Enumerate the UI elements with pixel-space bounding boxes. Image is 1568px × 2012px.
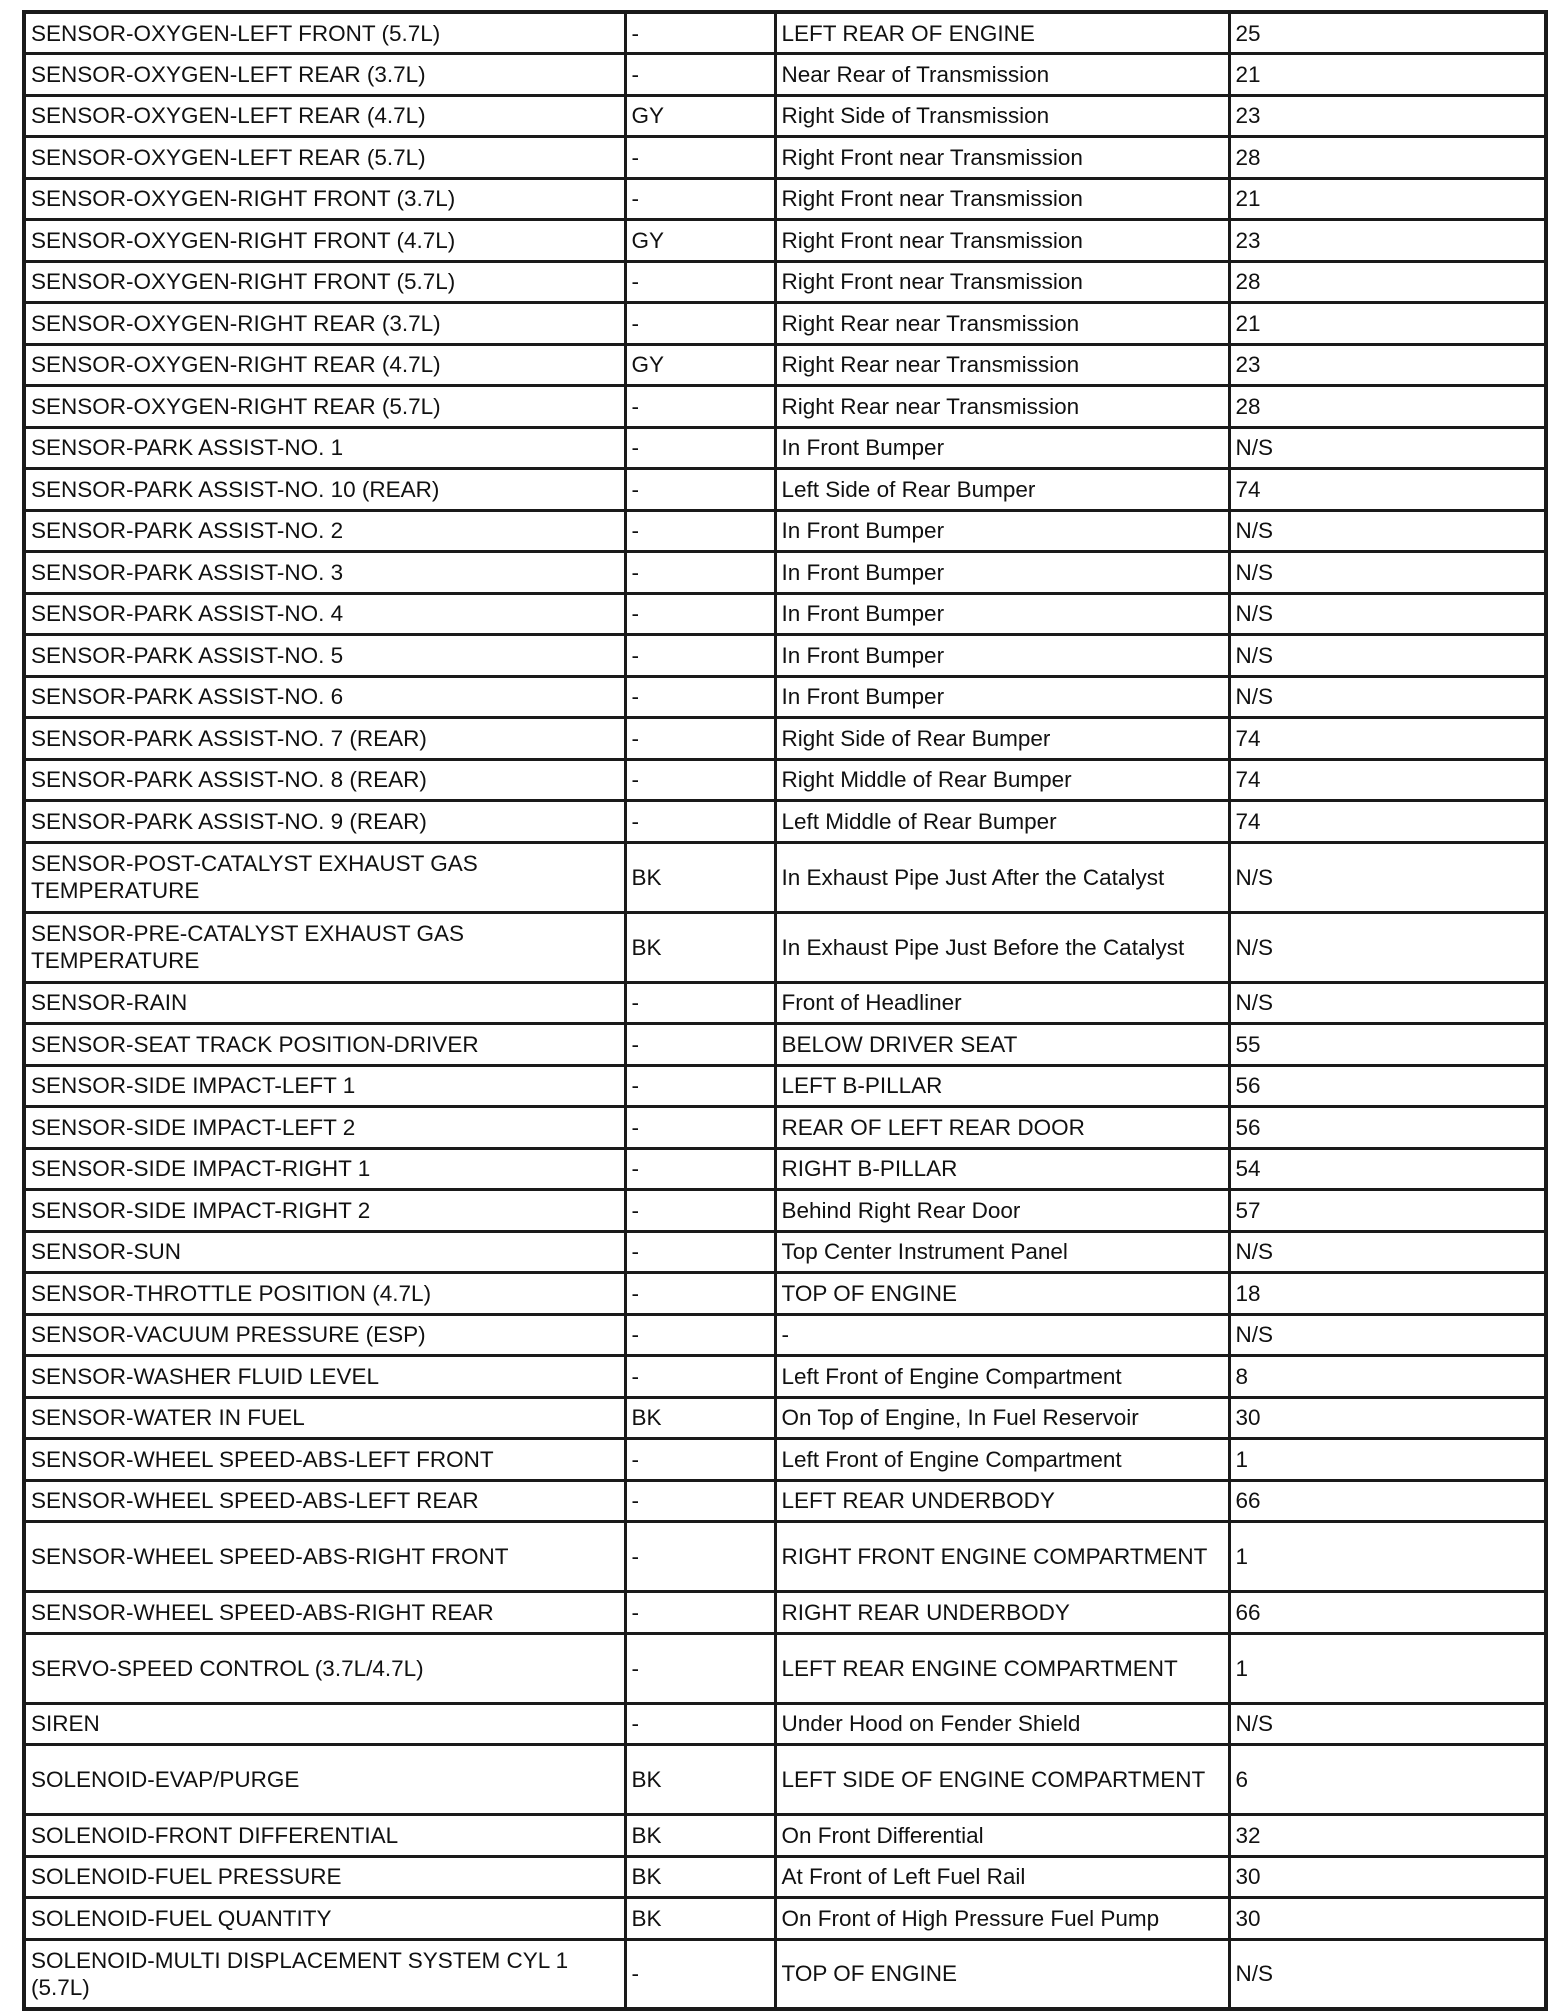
- connector-color-cell: -: [625, 178, 775, 220]
- table-row: [24, 1898, 1546, 1940]
- connector-color-cell: -: [625, 261, 775, 303]
- connector-color-cell: -: [625, 801, 775, 843]
- connector-color-cell: GY: [625, 95, 775, 137]
- figure-number-cell: 54: [1229, 1148, 1546, 1190]
- connector-color-cell: BK: [625, 1397, 775, 1439]
- table-row: [24, 1231, 1546, 1273]
- location-cell: Right Side of Rear Bumper: [775, 718, 1229, 760]
- figure-number-cell: 30: [1229, 1856, 1546, 1898]
- figure-number-cell: N/S: [1229, 1703, 1546, 1745]
- component-cell: SENSOR-PARK ASSIST-NO. 3: [24, 552, 625, 594]
- connector-color-cell: -: [625, 1522, 775, 1592]
- connector-color-cell: -: [625, 1633, 775, 1703]
- table-row: [24, 1592, 1546, 1634]
- location-cell: Right Side of Transmission: [775, 95, 1229, 137]
- table-row: [24, 1148, 1546, 1190]
- table-row: [24, 1480, 1546, 1522]
- location-cell: Left Front of Engine Compartment: [775, 1356, 1229, 1398]
- location-cell: In Front Bumper: [775, 593, 1229, 635]
- location-cell: LEFT REAR OF ENGINE: [775, 12, 1229, 54]
- connector-color-cell: -: [625, 1065, 775, 1107]
- component-cell: SENSOR-PARK ASSIST-NO. 8 (REAR): [24, 759, 625, 801]
- location-cell: LEFT SIDE OF ENGINE COMPARTMENT: [775, 1745, 1229, 1815]
- connector-color-cell: BK: [625, 1898, 775, 1940]
- component-cell: SENSOR-THROTTLE POSITION (4.7L): [24, 1273, 625, 1315]
- connector-color-cell: BK: [625, 842, 775, 912]
- figure-number-cell: 28: [1229, 137, 1546, 179]
- figure-number-cell: 74: [1229, 801, 1546, 843]
- table-row: [24, 344, 1546, 386]
- connector-color-cell: BK: [625, 912, 775, 982]
- location-cell: In Exhaust Pipe Just After the Catalyst: [775, 842, 1229, 912]
- figure-number-cell: 23: [1229, 95, 1546, 137]
- table-row: [24, 1439, 1546, 1481]
- location-cell: In Exhaust Pipe Just Before the Catalyst: [775, 912, 1229, 982]
- connector-color-cell: -: [625, 137, 775, 179]
- figure-number-cell: 23: [1229, 344, 1546, 386]
- table-row: [24, 137, 1546, 179]
- figure-number-cell: 55: [1229, 1024, 1546, 1066]
- location-cell: In Front Bumper: [775, 552, 1229, 594]
- component-cell: SENSOR-SIDE IMPACT-LEFT 2: [24, 1107, 625, 1149]
- figure-number-cell: 66: [1229, 1592, 1546, 1634]
- location-cell: Right Front near Transmission: [775, 261, 1229, 303]
- component-cell: SENSOR-SIDE IMPACT-RIGHT 2: [24, 1190, 625, 1232]
- connector-color-cell: -: [625, 759, 775, 801]
- component-cell: SENSOR-SUN: [24, 1231, 625, 1273]
- connector-color-cell: -: [625, 303, 775, 345]
- component-cell: SENSOR-WASHER FLUID LEVEL: [24, 1356, 625, 1398]
- location-cell: At Front of Left Fuel Rail: [775, 1856, 1229, 1898]
- connector-color-cell: -: [625, 552, 775, 594]
- component-cell: SOLENOID-FRONT DIFFERENTIAL: [24, 1815, 625, 1857]
- connector-color-cell: GY: [625, 220, 775, 262]
- location-cell: RIGHT REAR UNDERBODY: [775, 1592, 1229, 1634]
- component-cell: SOLENOID-FUEL PRESSURE: [24, 1856, 625, 1898]
- connector-color-cell: -: [625, 1480, 775, 1522]
- location-cell: Near Rear of Transmission: [775, 54, 1229, 96]
- location-cell: Right Rear near Transmission: [775, 303, 1229, 345]
- connector-color-cell: -: [625, 1024, 775, 1066]
- component-cell: SENSOR-OXYGEN-LEFT REAR (4.7L): [24, 95, 625, 137]
- component-cell: SENSOR-OXYGEN-LEFT FRONT (5.7L): [24, 12, 625, 54]
- location-cell: RIGHT FRONT ENGINE COMPARTMENT: [775, 1522, 1229, 1592]
- location-cell: LEFT REAR ENGINE COMPARTMENT: [775, 1633, 1229, 1703]
- component-cell: SERVO-SPEED CONTROL (3.7L/4.7L): [24, 1633, 625, 1703]
- location-cell: Under Hood on Fender Shield: [775, 1703, 1229, 1745]
- component-cell: SENSOR-OXYGEN-RIGHT REAR (5.7L): [24, 386, 625, 428]
- table-row: [24, 1703, 1546, 1745]
- figure-number-cell: N/S: [1229, 1314, 1546, 1356]
- figure-number-cell: 21: [1229, 303, 1546, 345]
- table-row: [24, 1939, 1546, 2009]
- connector-color-cell: -: [625, 982, 775, 1024]
- figure-number-cell: 18: [1229, 1273, 1546, 1315]
- table-row: [24, 842, 1546, 912]
- table-body: [24, 12, 1546, 2009]
- location-cell: Right Middle of Rear Bumper: [775, 759, 1229, 801]
- component-cell: SENSOR-OXYGEN-RIGHT FRONT (5.7L): [24, 261, 625, 303]
- figure-number-cell: N/S: [1229, 912, 1546, 982]
- location-cell: LEFT REAR UNDERBODY: [775, 1480, 1229, 1522]
- table-row: [24, 54, 1546, 96]
- table-row: [24, 1314, 1546, 1356]
- table-row: [24, 1065, 1546, 1107]
- connector-color-cell: -: [625, 1356, 775, 1398]
- figure-number-cell: 1: [1229, 1633, 1546, 1703]
- connector-color-cell: -: [625, 1314, 775, 1356]
- component-cell: SENSOR-RAIN: [24, 982, 625, 1024]
- component-cell: SENSOR-OXYGEN-RIGHT REAR (3.7L): [24, 303, 625, 345]
- component-cell: SENSOR-OXYGEN-LEFT REAR (5.7L): [24, 137, 625, 179]
- table-row: [24, 718, 1546, 760]
- figure-number-cell: 21: [1229, 54, 1546, 96]
- figure-number-cell: N/S: [1229, 593, 1546, 635]
- location-cell: Right Front near Transmission: [775, 220, 1229, 262]
- location-cell: Left Middle of Rear Bumper: [775, 801, 1229, 843]
- component-cell: SENSOR-PARK ASSIST-NO. 5: [24, 635, 625, 677]
- figure-number-cell: 28: [1229, 261, 1546, 303]
- component-cell: SENSOR-OXYGEN-RIGHT REAR (4.7L): [24, 344, 625, 386]
- location-cell: Right Front near Transmission: [775, 137, 1229, 179]
- connector-color-cell: -: [625, 1439, 775, 1481]
- table-row: [24, 552, 1546, 594]
- component-cell: SENSOR-PARK ASSIST-NO. 7 (REAR): [24, 718, 625, 760]
- connector-color-cell: BK: [625, 1856, 775, 1898]
- table-row: [24, 1522, 1546, 1592]
- figure-number-cell: 25: [1229, 12, 1546, 54]
- component-cell: SENSOR-PARK ASSIST-NO. 9 (REAR): [24, 801, 625, 843]
- table-row: [24, 469, 1546, 511]
- figure-number-cell: 30: [1229, 1898, 1546, 1940]
- location-cell: REAR OF LEFT REAR DOOR: [775, 1107, 1229, 1149]
- location-cell: In Front Bumper: [775, 427, 1229, 469]
- connector-color-cell: -: [625, 1148, 775, 1190]
- connector-color-cell: -: [625, 1703, 775, 1745]
- connector-color-cell: -: [625, 593, 775, 635]
- component-cell: SENSOR-WHEEL SPEED-ABS-RIGHT REAR: [24, 1592, 625, 1634]
- figure-number-cell: 23: [1229, 220, 1546, 262]
- component-cell: SENSOR-SIDE IMPACT-LEFT 1: [24, 1065, 625, 1107]
- table-row: [24, 759, 1546, 801]
- table-row: [24, 1024, 1546, 1066]
- table-row: [24, 1856, 1546, 1898]
- location-cell: In Front Bumper: [775, 635, 1229, 677]
- component-cell: SENSOR-PRE-CATALYST EXHAUST GAS TEMPERATURE: [24, 912, 625, 982]
- component-cell: SOLENOID-EVAP/PURGE: [24, 1745, 625, 1815]
- location-cell: TOP OF ENGINE: [775, 1939, 1229, 2009]
- table-row: [24, 1815, 1546, 1857]
- location-cell: Right Rear near Transmission: [775, 344, 1229, 386]
- figure-number-cell: N/S: [1229, 635, 1546, 677]
- connector-color-cell: -: [625, 635, 775, 677]
- connector-color-cell: BK: [625, 1745, 775, 1815]
- table-row: [24, 427, 1546, 469]
- table-row: [24, 95, 1546, 137]
- connector-color-cell: -: [625, 469, 775, 511]
- table-row: [24, 801, 1546, 843]
- figure-number-cell: N/S: [1229, 982, 1546, 1024]
- component-location-sheet: [22, 10, 1544, 2011]
- table-row: [24, 386, 1546, 428]
- location-cell: Left Side of Rear Bumper: [775, 469, 1229, 511]
- figure-number-cell: 6: [1229, 1745, 1546, 1815]
- connector-color-cell: -: [625, 1107, 775, 1149]
- location-cell: Behind Right Rear Door: [775, 1190, 1229, 1232]
- component-cell: SENSOR-WHEEL SPEED-ABS-RIGHT FRONT: [24, 1522, 625, 1592]
- figure-number-cell: 8: [1229, 1356, 1546, 1398]
- figure-number-cell: 56: [1229, 1107, 1546, 1149]
- figure-number-cell: 56: [1229, 1065, 1546, 1107]
- location-cell: Right Rear near Transmission: [775, 386, 1229, 428]
- figure-number-cell: 30: [1229, 1397, 1546, 1439]
- connector-color-cell: -: [625, 1190, 775, 1232]
- component-cell: SENSOR-OXYGEN-RIGHT FRONT (4.7L): [24, 220, 625, 262]
- component-cell: SENSOR-WHEEL SPEED-ABS-LEFT FRONT: [24, 1439, 625, 1481]
- connector-color-cell: -: [625, 12, 775, 54]
- figure-number-cell: N/S: [1229, 510, 1546, 552]
- connector-color-cell: -: [625, 427, 775, 469]
- location-cell: TOP OF ENGINE: [775, 1273, 1229, 1315]
- connector-color-cell: -: [625, 54, 775, 96]
- figure-number-cell: 28: [1229, 386, 1546, 428]
- component-cell: SENSOR-OXYGEN-RIGHT FRONT (3.7L): [24, 178, 625, 220]
- connector-color-cell: GY: [625, 344, 775, 386]
- component-cell: SENSOR-WATER IN FUEL: [24, 1397, 625, 1439]
- component-location-table: [22, 10, 1548, 2011]
- component-cell: SENSOR-PARK ASSIST-NO. 4: [24, 593, 625, 635]
- table-row: [24, 593, 1546, 635]
- table-row: [24, 1107, 1546, 1149]
- component-cell: SENSOR-OXYGEN-LEFT REAR (3.7L): [24, 54, 625, 96]
- component-cell: SIREN: [24, 1703, 625, 1745]
- location-cell: RIGHT B-PILLAR: [775, 1148, 1229, 1190]
- connector-color-cell: BK: [625, 1815, 775, 1857]
- figure-number-cell: 74: [1229, 469, 1546, 511]
- location-cell: -: [775, 1314, 1229, 1356]
- location-cell: Left Front of Engine Compartment: [775, 1439, 1229, 1481]
- table-row: [24, 1745, 1546, 1815]
- location-cell: On Front Differential: [775, 1815, 1229, 1857]
- component-cell: SOLENOID-FUEL QUANTITY: [24, 1898, 625, 1940]
- connector-color-cell: -: [625, 1939, 775, 2009]
- component-cell: SENSOR-PARK ASSIST-NO. 2: [24, 510, 625, 552]
- component-cell: SENSOR-POST-CATALYST EXHAUST GAS TEMPERATURE: [24, 842, 625, 912]
- connector-color-cell: -: [625, 676, 775, 718]
- figure-number-cell: 21: [1229, 178, 1546, 220]
- table-row: [24, 178, 1546, 220]
- connector-color-cell: -: [625, 510, 775, 552]
- table-row: [24, 261, 1546, 303]
- location-cell: On Front of High Pressure Fuel Pump: [775, 1898, 1229, 1940]
- table-row: [24, 1397, 1546, 1439]
- location-cell: Front of Headliner: [775, 982, 1229, 1024]
- figure-number-cell: 74: [1229, 759, 1546, 801]
- table-row: [24, 510, 1546, 552]
- table-row: [24, 1190, 1546, 1232]
- figure-number-cell: 1: [1229, 1522, 1546, 1592]
- figure-number-cell: N/S: [1229, 427, 1546, 469]
- location-cell: On Top of Engine, In Fuel Reservoir: [775, 1397, 1229, 1439]
- figure-number-cell: N/S: [1229, 552, 1546, 594]
- location-cell: BELOW DRIVER SEAT: [775, 1024, 1229, 1066]
- table-row: [24, 1633, 1546, 1703]
- component-cell: SENSOR-PARK ASSIST-NO. 10 (REAR): [24, 469, 625, 511]
- table-row: [24, 912, 1546, 982]
- figure-number-cell: 1: [1229, 1439, 1546, 1481]
- location-cell: Top Center Instrument Panel: [775, 1231, 1229, 1273]
- table-row: [24, 12, 1546, 54]
- figure-number-cell: N/S: [1229, 1939, 1546, 2009]
- location-cell: In Front Bumper: [775, 676, 1229, 718]
- figure-number-cell: N/S: [1229, 1231, 1546, 1273]
- table-row: [24, 982, 1546, 1024]
- component-cell: SENSOR-SEAT TRACK POSITION-DRIVER: [24, 1024, 625, 1066]
- table-row: [24, 1356, 1546, 1398]
- location-cell: Right Front near Transmission: [775, 178, 1229, 220]
- figure-number-cell: N/S: [1229, 842, 1546, 912]
- connector-color-cell: -: [625, 718, 775, 760]
- table-row: [24, 676, 1546, 718]
- figure-number-cell: 32: [1229, 1815, 1546, 1857]
- figure-number-cell: 74: [1229, 718, 1546, 760]
- location-cell: In Front Bumper: [775, 510, 1229, 552]
- table-row: [24, 1273, 1546, 1315]
- connector-color-cell: -: [625, 386, 775, 428]
- component-cell: SENSOR-WHEEL SPEED-ABS-LEFT REAR: [24, 1480, 625, 1522]
- figure-number-cell: N/S: [1229, 676, 1546, 718]
- figure-number-cell: 66: [1229, 1480, 1546, 1522]
- figure-number-cell: 57: [1229, 1190, 1546, 1232]
- table-row: [24, 303, 1546, 345]
- location-cell: LEFT B-PILLAR: [775, 1065, 1229, 1107]
- table-row: [24, 220, 1546, 262]
- table-row: [24, 635, 1546, 677]
- connector-color-cell: -: [625, 1592, 775, 1634]
- connector-color-cell: -: [625, 1231, 775, 1273]
- component-cell: SOLENOID-MULTI DISPLACEMENT SYSTEM CYL 1 (5.7L): [24, 1939, 625, 2009]
- component-cell: SENSOR-VACUUM PRESSURE (ESP): [24, 1314, 625, 1356]
- component-cell: SENSOR-PARK ASSIST-NO. 6: [24, 676, 625, 718]
- component-cell: SENSOR-PARK ASSIST-NO. 1: [24, 427, 625, 469]
- component-cell: SENSOR-SIDE IMPACT-RIGHT 1: [24, 1148, 625, 1190]
- connector-color-cell: -: [625, 1273, 775, 1315]
